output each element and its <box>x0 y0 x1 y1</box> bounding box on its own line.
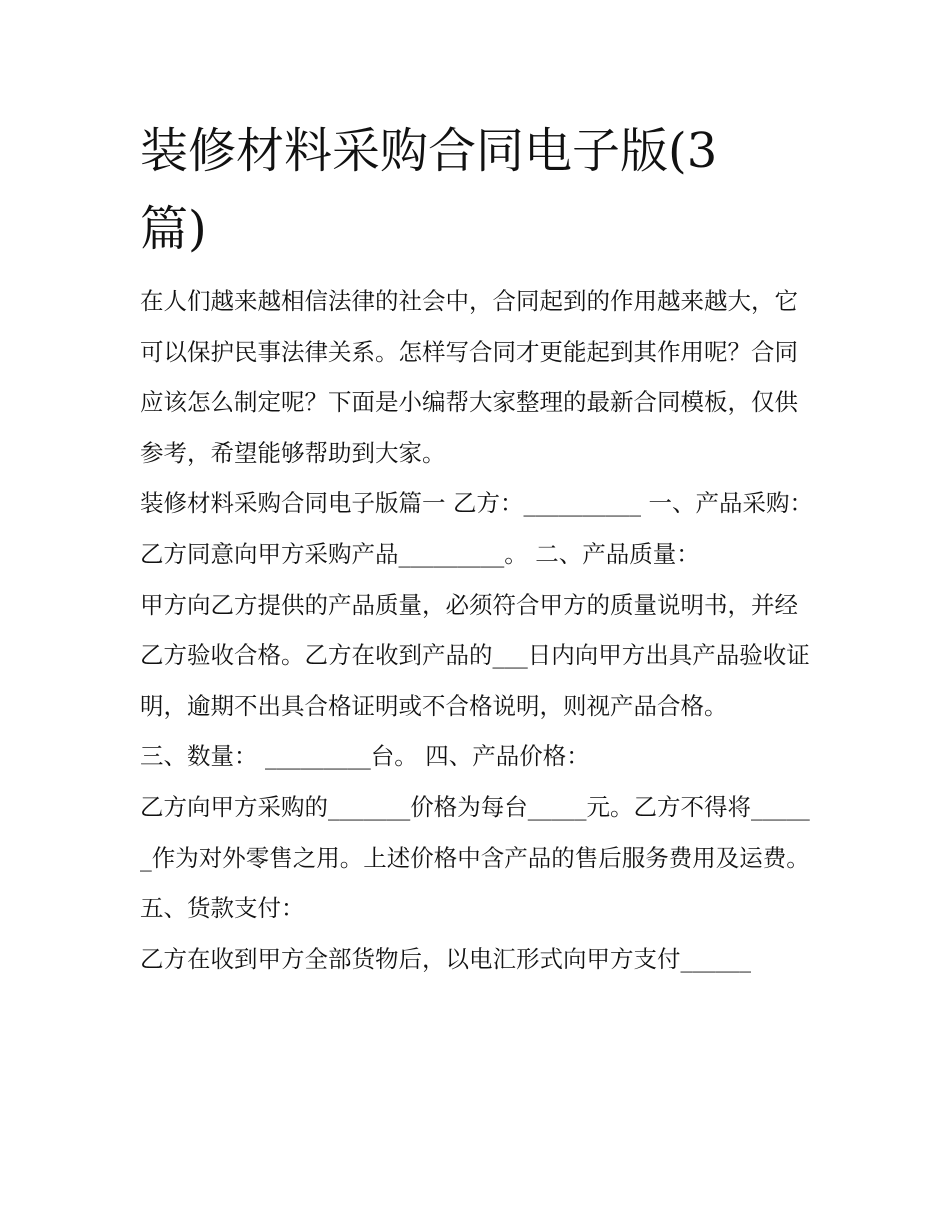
quality-paragraph: 甲方向乙方提供的产品质量，必须符合甲方的质量说明书，并经乙方验收合格。乙方在收到产品的___日内向甲方出具产品验收证明，逾期不出具合格证明或不合格说明，则视产品合格。 <box>140 590 810 720</box>
payment-paragraph: 乙方在收到甲方全部货物后，以电汇形式向甲方支付______ <box>140 944 751 973</box>
section-one-paragraph: 装修材料采购合同电子版篇一 乙方：__________ 一、产品采购： 乙方同意向甲方采购产品_________。 二、产品质量： <box>140 489 813 568</box>
payment-heading: 五、货款支付： <box>140 894 305 923</box>
intro-paragraph: 在人们越来越相信法律的社会中，合同起到的作用越来越大，它可以保护民事法律关系。怎样写合同才更能起到其作用呢？合同应该怎么制定呢？下面是小编帮大家整理的最新合同模板，仅供参考，希望能够帮助到大家。 <box>140 287 798 467</box>
quantity-paragraph: 三、数量： _________台。 四、产品价格： <box>140 742 590 771</box>
document-body <box>140 276 816 984</box>
price-paragraph: 乙方向甲方采购的_______价格为每台_____元。乙方不得将______作为对外零售之用。上述价格中含产品的售后服务费用及运费。 <box>140 792 810 872</box>
document-title: 装修材料采购合同电子版(3篇) <box>140 123 718 257</box>
